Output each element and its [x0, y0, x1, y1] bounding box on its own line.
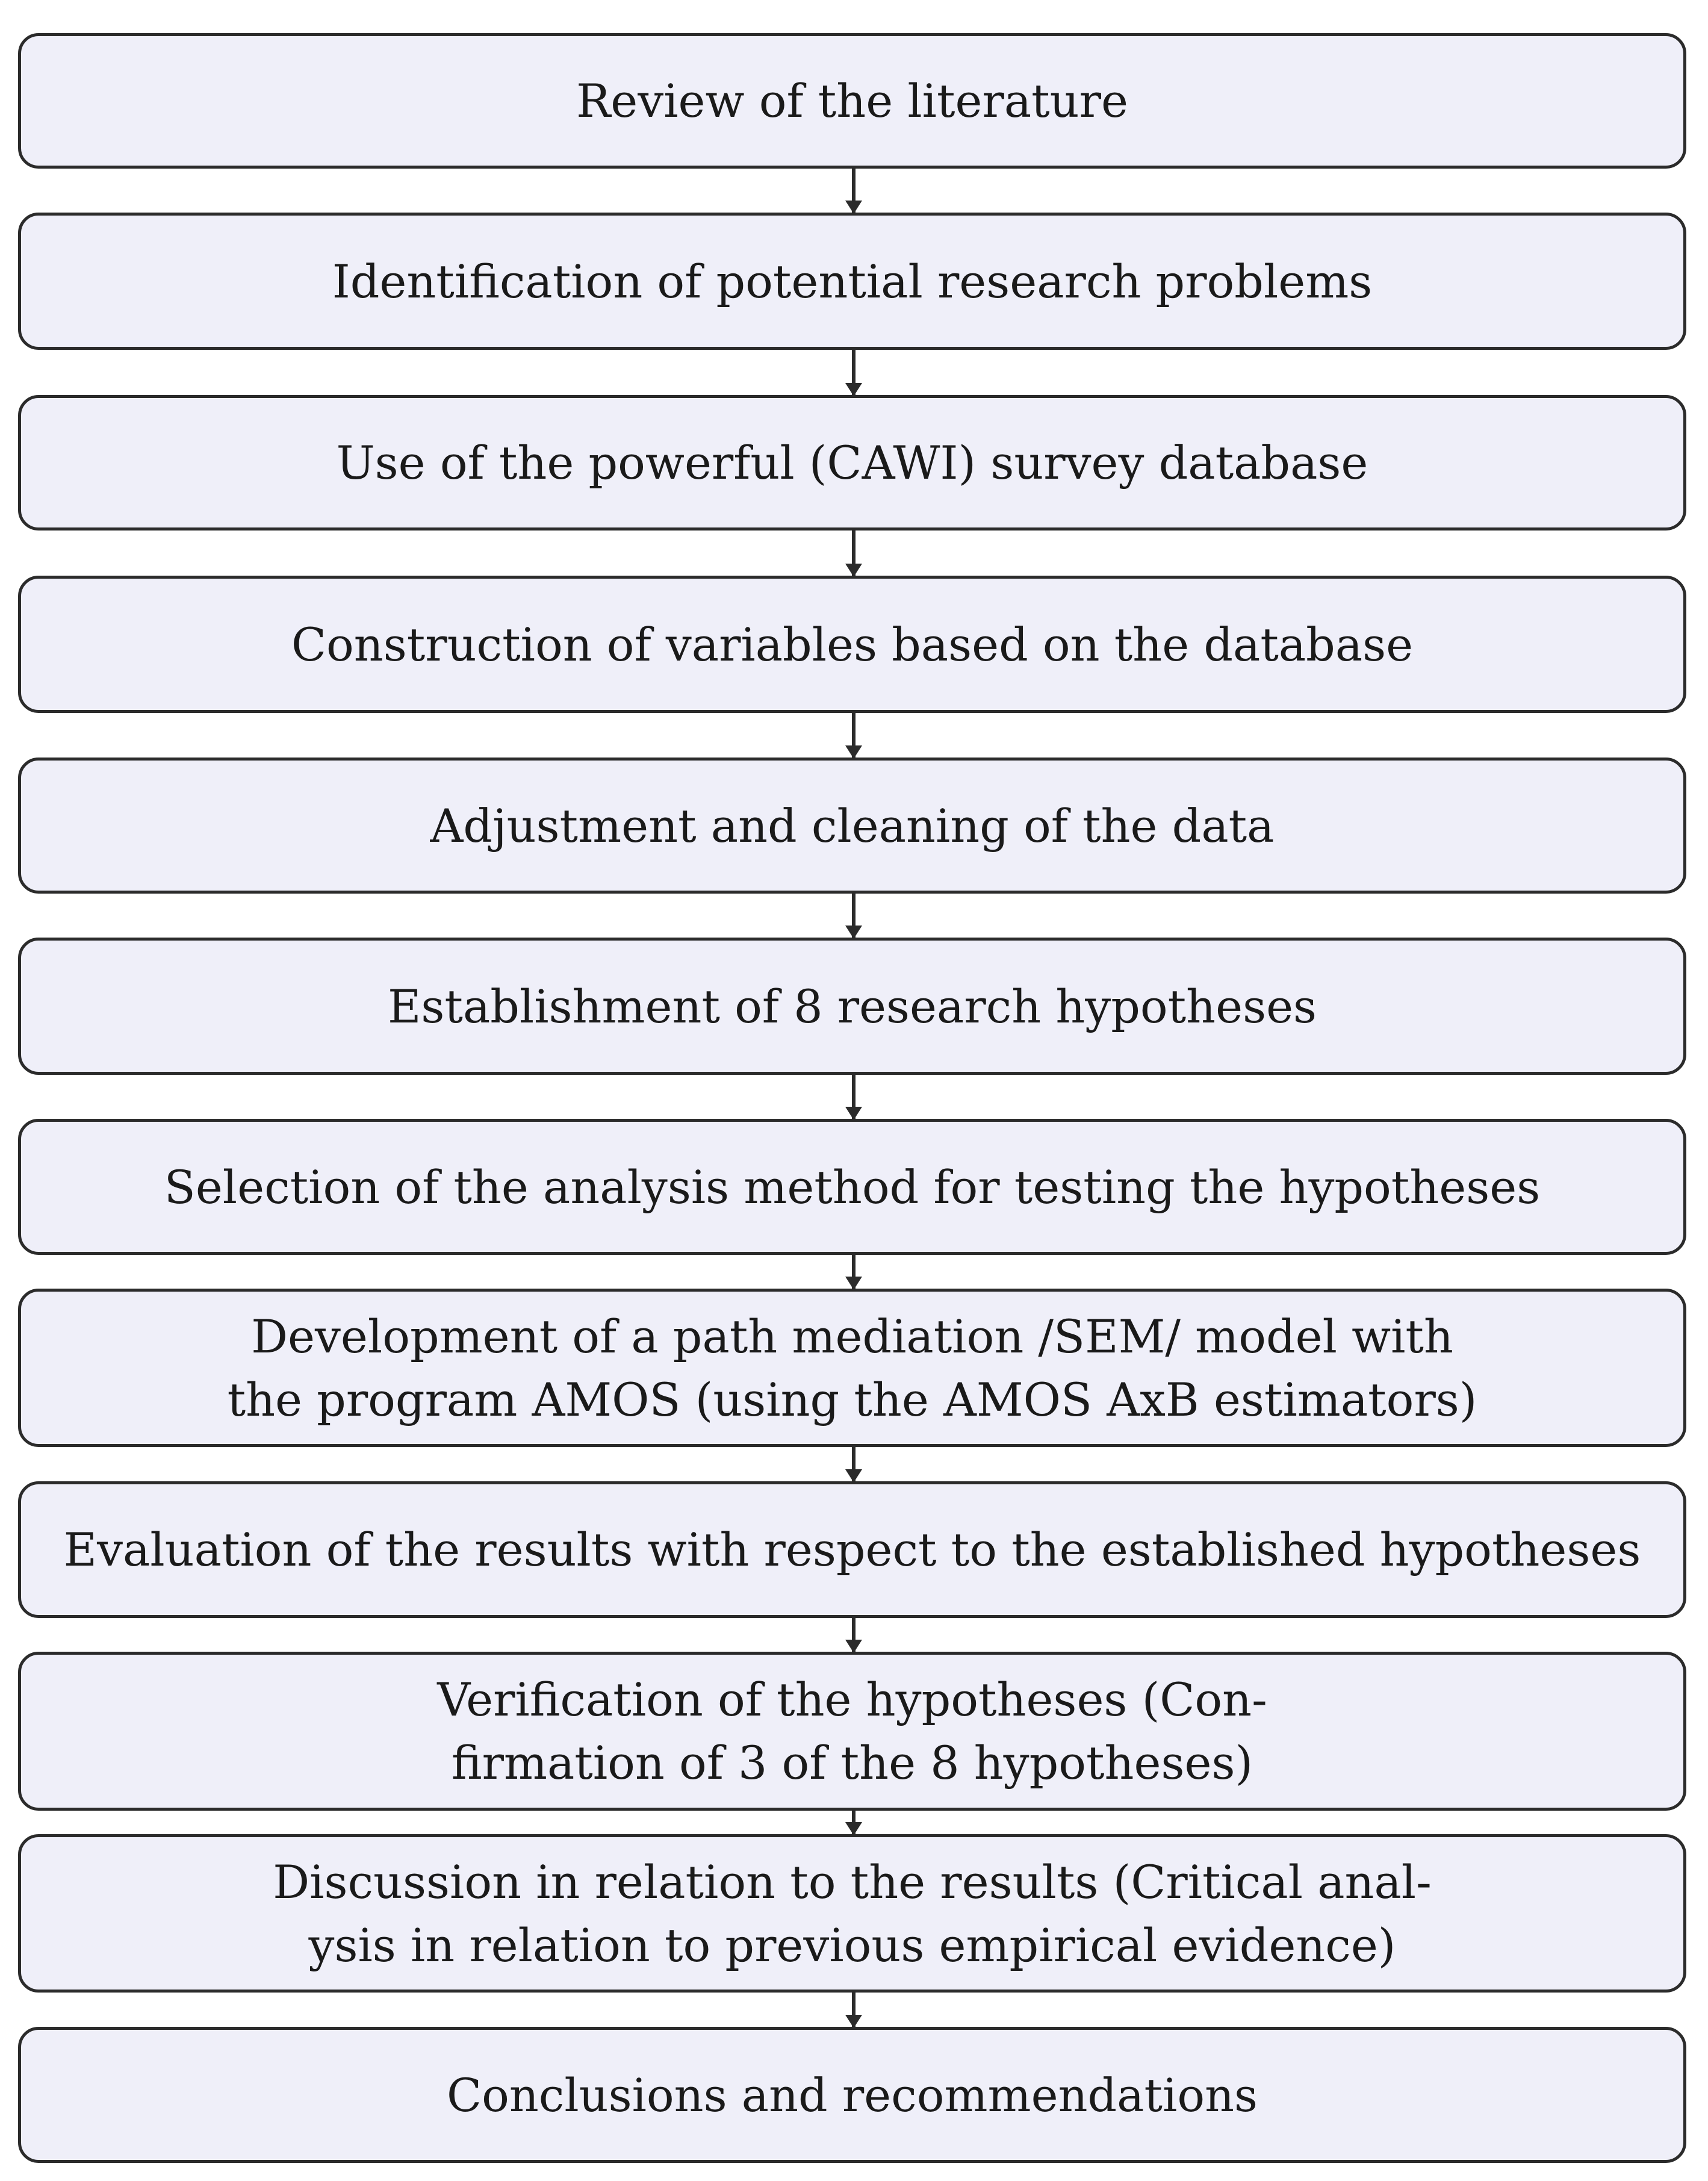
step-develop-sem-model: Development of a path mediation /SEM/ model with the program AMOS (using the AMOS AxB estimators) [18, 1289, 1686, 1447]
step-review-literature: Review of the literature [18, 33, 1686, 169]
arrow-connector [852, 169, 856, 213]
step-construction-variables: Construction of variables based on the database [18, 576, 1686, 713]
arrow-connector [852, 1618, 856, 1652]
arrow-connector [852, 713, 856, 758]
step-evaluate-results: Evaluation of the results with respect to the established hypotheses [18, 1481, 1686, 1618]
step-verify-hypotheses: Verification of the hypotheses (Con- firmation of 3 of the 8 hypotheses) [18, 1652, 1686, 1811]
arrow-connector [852, 1993, 856, 2027]
arrow-connector [852, 894, 856, 938]
step-conclusions: Conclusions and recommendations [18, 2027, 1686, 2163]
step-identification-problems: Identification of potential research problems [18, 213, 1686, 350]
arrow-connector [852, 1255, 856, 1289]
arrow-connector [852, 1811, 856, 1834]
arrow-connector [852, 350, 856, 395]
step-adjustment-cleaning: Adjustment and cleaning of the data [18, 758, 1686, 894]
arrow-connector [852, 1447, 856, 1481]
arrow-connector [852, 530, 856, 576]
step-establish-hypotheses: Establishment of 8 research hypotheses [18, 938, 1686, 1075]
step-discussion: Discussion in relation to the results (Critical anal- ysis in relation to previous empirical evidence) [18, 1834, 1686, 1993]
step-survey-database: Use of the powerful (CAWI) survey database [18, 395, 1686, 530]
arrow-connector [852, 1075, 856, 1119]
step-select-method: Selection of the analysis method for testing the hypotheses [18, 1119, 1686, 1255]
